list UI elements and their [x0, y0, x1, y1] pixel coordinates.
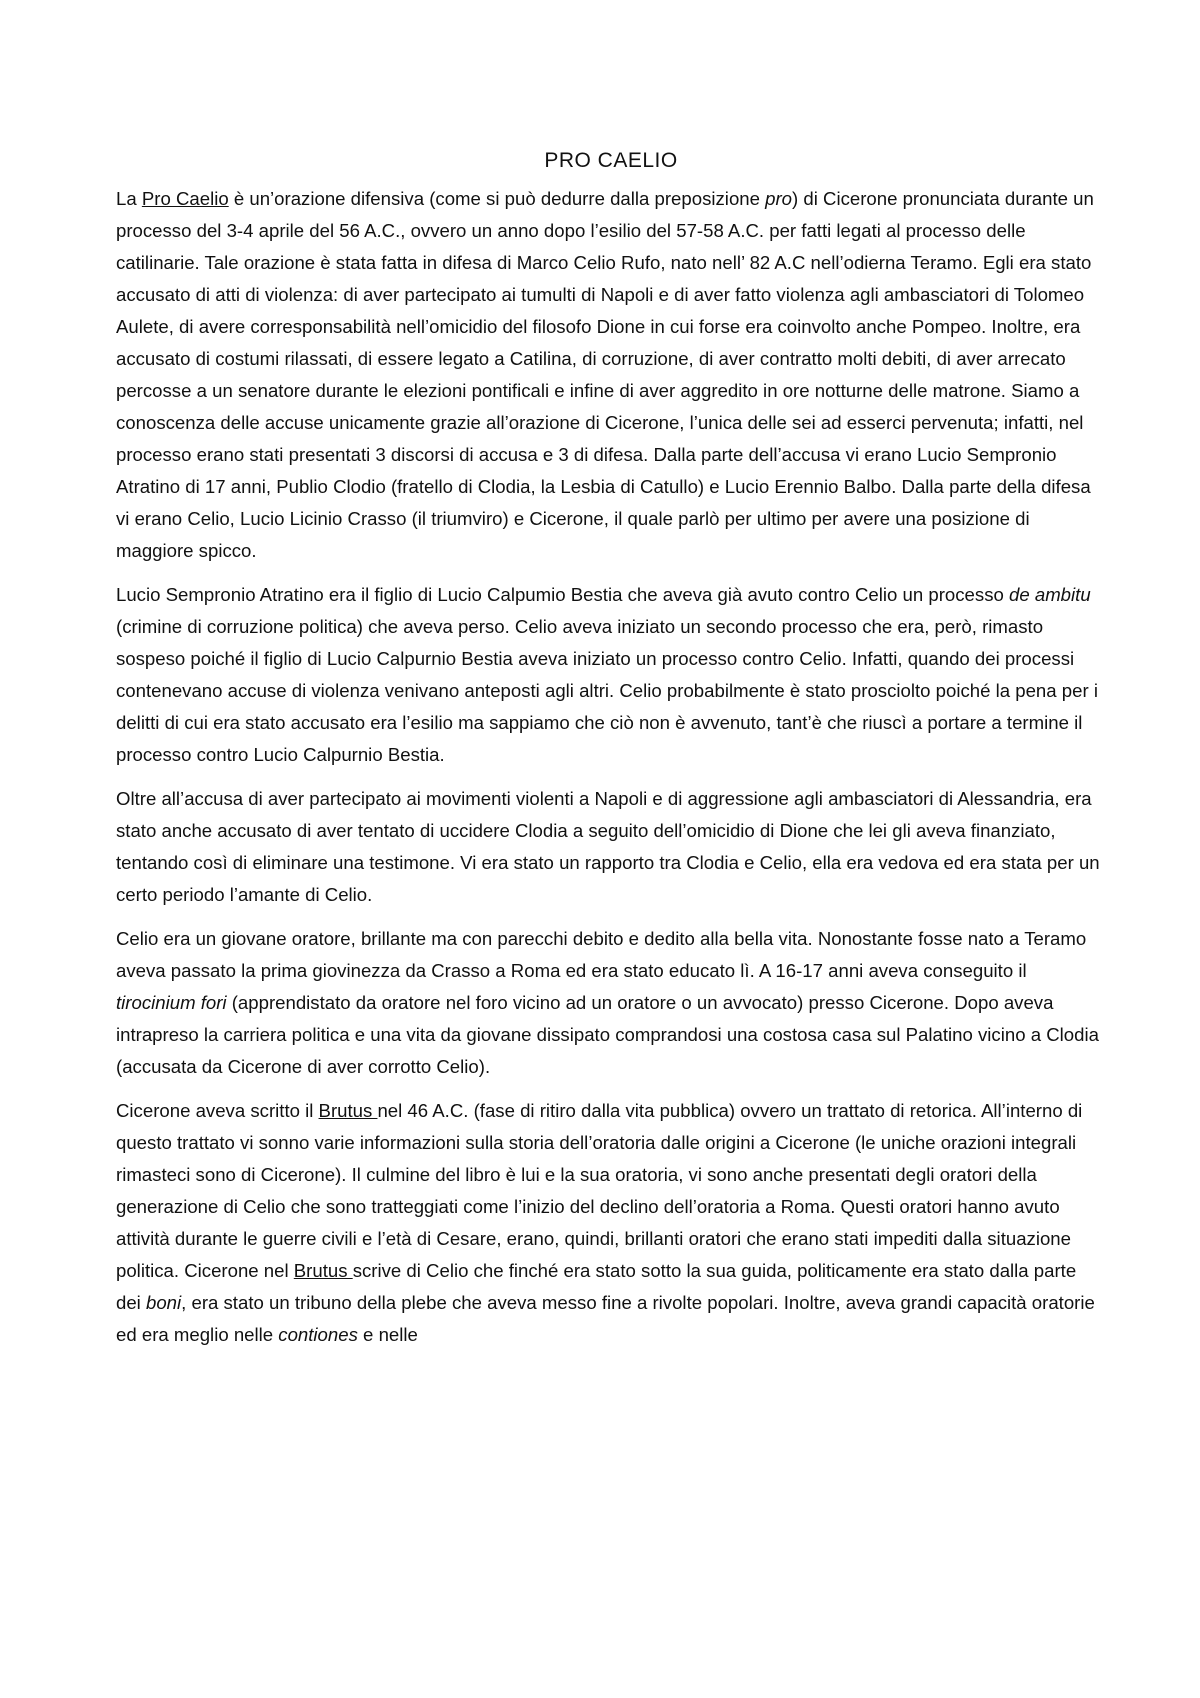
paragraph-5-run: scrive di Celio che finché era stato sotto la sua guida, politicamente era stato dalla parte dei [116, 1260, 1077, 1313]
paragraph-1 [116, 183, 1106, 567]
paragraph-5-run: nel 46 A.C. (fase di ritiro dalla vita pubblica) ovvero un trattato di retorica. All’interno di questo trattato vi sonno varie informazioni sulla storia dell’oratoria dalle origini a Cicerone (le uniche orazioni integrali rimasteci sono di Cicerone). Il culmine del libro è lui e la sua oratoria, vi sono anche presentati degli oratori della generazione di Celio che sono tratteggiati come l’inizio del declino dell’oratoria a Roma. Questi oratori hanno avuto attività durante le guerre civili e l’età di Cesare, erano, quindi, brillanti oratori che erano stati impediti dalla situazione politica. Cicerone nel [116, 1100, 1083, 1281]
paragraph-5-run: Cicerone aveva scritto il [116, 1100, 319, 1121]
work-title-pro-caelio: Pro Caelio [141, 188, 229, 209]
paragraph-4-run: Celio era un giovane oratore, brillante ma con parecchi debito e dedito alla bella vita. Nonostante fosse nato a Teramo aveva passato la prima giovinezza da Crasso a Roma ed era stato educato lì. A 16-17 anni aveva conseguito il [116, 928, 1087, 981]
latin-term-contiones: contiones [278, 1324, 358, 1345]
paragraph-1-run: La [116, 188, 142, 209]
document-title: PRO CAELIO [544, 149, 678, 172]
work-title-brutus: Brutus [318, 1100, 378, 1121]
paragraph-1-run: è un’orazione difensiva (come si può dedurre dalla preposizione [228, 188, 766, 209]
latin-term-boni: boni [145, 1292, 182, 1313]
paragraph-5-run: , era stato un tribuno della plebe che aveva messo fine a rivolte popolari. Inoltre, aveva grandi capacità oratorie ed era meglio nelle [116, 1292, 1095, 1345]
paragraph-1-run: ) di Cicerone pronunciata durante un processo del 3-4 aprile del 56 A.C., ovvero un anno dopo l’esilio del 57-58 A.C. per fatti legati al processo delle catilinarie. Tale orazione è stata fatta in difesa di Marco Celio Rufo, nato nell’ 82 A.C nell’odierna Teramo. Egli era stato accusato di atti di violenza: di aver partecipato ai tumulti di Napoli e di aver fatto violenza agli ambasciatori di Tolomeo Aulete, di avere corresponsabilità nell’omicidio del filosofo Dione in cui forse era coinvolto anche Pompeo. Inoltre, era accusato di costumi rilassati, di essere legato a Catilina, di corruzione, di aver contratto molti debiti, di aver arrecato percosse a un senatore durante le elezioni pontificali e infine di aver aggredito in ore notturne delle matrone. Siamo a conoscenza delle accuse unicamente grazie all’orazione di Cicerone, l’unica delle sei ad esserci pervenuta; infatti, nel processo erano stati presentati 3 discorsi di accusa e 3 di difesa. Dalla parte dell’accusa vi erano Lucio Sempronio Atratino di 17 anni, Publio Clodio (fratello di Clodia, la Lesbia di Catullo) e Lucio Erennio Balbo. Dalla parte della difesa vi erano Celio, Lucio Licinio Crasso (il triumviro) e Cicerone, il quale parlò per ultimo per avere una posizione di maggiore spicco. [116, 188, 1094, 561]
latin-term-pro: pro [765, 188, 793, 209]
latin-term-de-ambitu: de ambitu [1009, 584, 1091, 605]
paragraph-4 [116, 923, 1106, 1083]
paragraph-4-run: (apprendistato da oratore nel foro vicino ad un oratore o un avvocato) presso Cicerone. Dopo aveva intrapreso la carriera politica e una vita da giovane dissipato comprandosi una costosa casa sul Palatino vicino a Clodia (accusata da Cicerone di aver corrotto Celio). [116, 992, 1099, 1077]
paragraph-3 [116, 783, 1106, 911]
document-body [116, 145, 1106, 1363]
paragraph-5-run: e nelle [357, 1324, 418, 1345]
paragraph-3-run: Oltre all’accusa di aver partecipato ai movimenti violenti a Napoli e di aggressione agli ambasciatori di Alessandria, era stato anche accusato di aver tentato di uccidere Clodia a seguito dell’omicidio di Dione che lei gli aveva finanziato, tentando così di eliminare una testimone. Vi era stato un rapporto tra Clodia e Celio, ella era vedova ed era stata per un certo periodo l’amante di Celio. [116, 788, 1100, 905]
paragraph-2-run: (crimine di corruzione politica) che aveva perso. Celio aveva iniziato un secondo processo che era, però, rimasto sospeso poiché il figlio di Lucio Calpurnio Bestia aveva iniziato un processo contro Celio. Infatti, quando dei processi contenevano accuse di violenza venivano anteposti agli altri. Celio probabilmente è stato prosciolto poiché la pena per i delitti di cui era stato accusato era l’esilio ma sappiamo che ciò non è avvenuto, tant’è che riuscì a portare a termine il processo contro Lucio Calpurnio Bestia. [116, 616, 1098, 765]
paragraph-2-run: Lucio Sempronio Atratino era il figlio di Lucio Calpumio Bestia che aveva già avuto contro Celio un processo [116, 584, 1009, 605]
paragraph-2 [116, 579, 1106, 771]
paragraph-5 [116, 1095, 1106, 1351]
work-title-brutus: Brutus [293, 1260, 353, 1281]
latin-term-tirocinium-fori: tirocinium fori [116, 992, 227, 1013]
